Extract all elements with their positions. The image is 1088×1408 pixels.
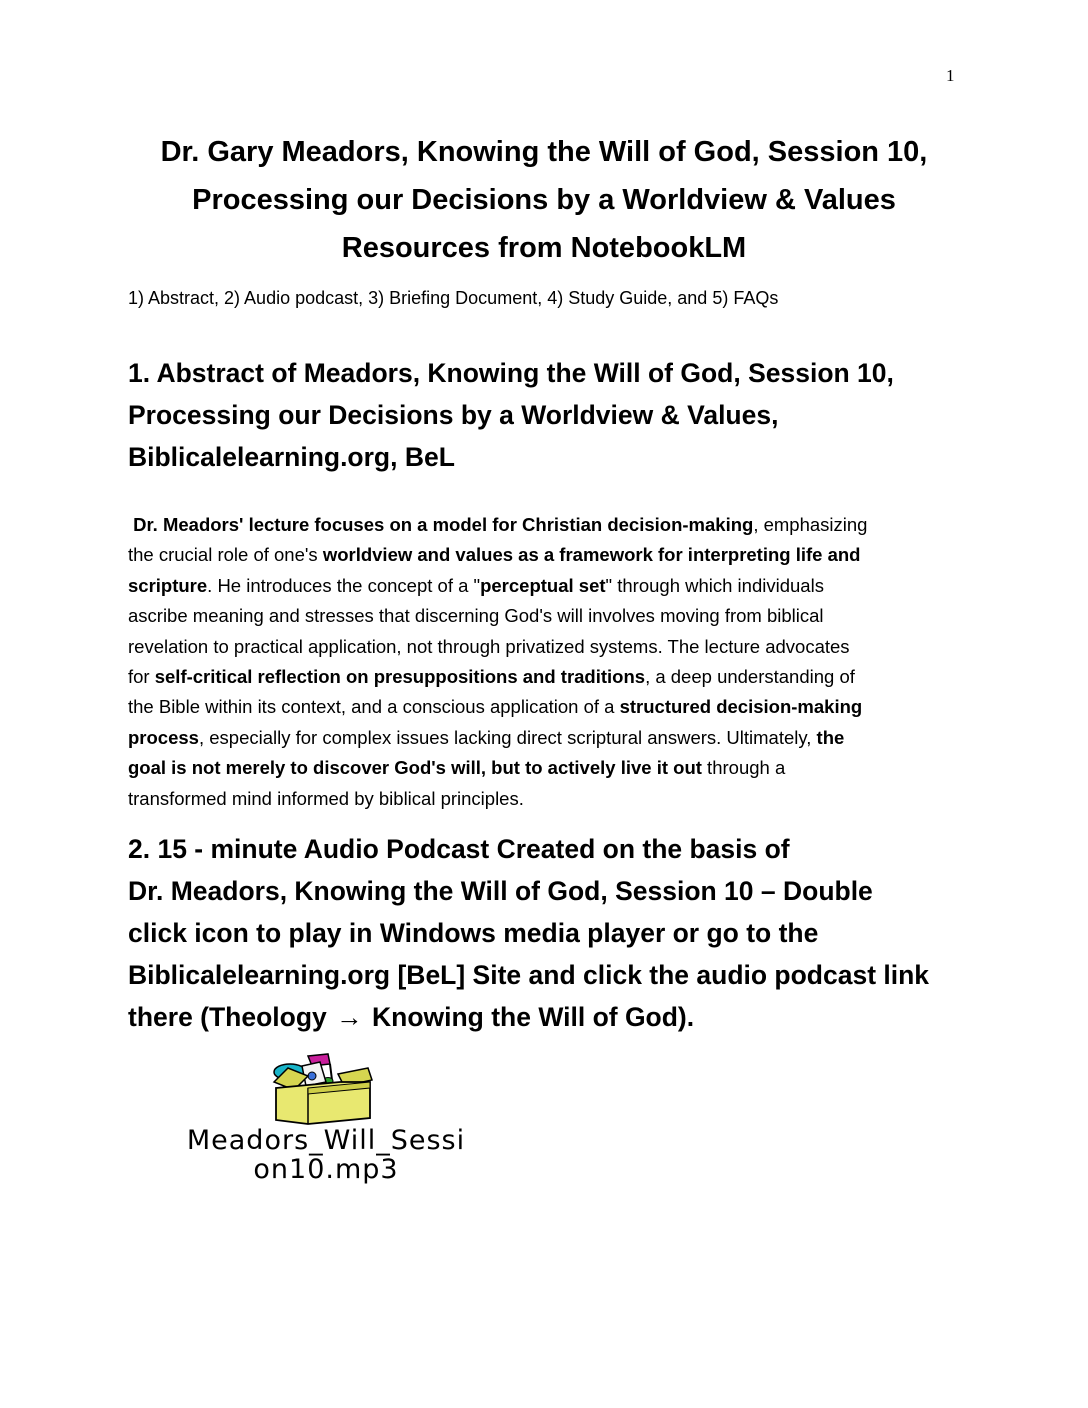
bold-text: perceptual set <box>480 574 606 596</box>
bold-text: structured decision-making <box>619 696 863 718</box>
text: , especially for complex issues lacking direct scriptural answers. Ultimately, <box>198 726 817 748</box>
arrow-right-icon: → <box>336 1002 363 1032</box>
paragraph-line <box>128 662 968 692</box>
paragraph-line <box>128 723 968 753</box>
title-line: Resources from NotebookLM <box>341 232 747 264</box>
text: , emphasizing <box>753 514 868 535</box>
text: . He introduces the concept of a " <box>207 574 481 596</box>
text: the crucial role of one's <box>128 544 323 566</box>
contents-list: 1) Abstract, 2) Audio podcast, 3) Briefing Document, 4) Study Guide, and 5) FAQs <box>128 288 779 308</box>
paragraph-line: transformed mind informed by biblical principles. <box>128 787 524 809</box>
title-line: Dr. Gary Meadors, Knowing the Will of God, Session 10, <box>160 136 928 168</box>
text: Knowing the Will of God). <box>364 1002 695 1032</box>
document-title <box>100 128 988 272</box>
heading-line: 2. 15 - minute Audio Podcast Created on the basis of <box>128 834 790 864</box>
heading-line: Biblicalelearning.org, BeL <box>128 442 455 472</box>
file-name-line: on10.mp3 <box>253 1154 399 1185</box>
abstract-paragraph <box>128 510 968 814</box>
heading-line: 1. Abstract of Meadors, Knowing the Will of God, Session 10, <box>128 358 894 388</box>
bold-text: self-critical reflection on presuppositions and traditions <box>154 666 646 688</box>
text: , a deep understanding of <box>645 666 855 688</box>
page-number: 1 <box>946 66 955 85</box>
paragraph-line: revelation to practical application, not through privatized systems. The lecture advocates <box>128 635 850 657</box>
heading-line: click icon to play in Windows media player or go to the <box>128 918 819 948</box>
podcast-heading <box>128 828 929 1038</box>
paragraph-line <box>128 753 968 783</box>
bold-text: the <box>816 726 845 748</box>
heading-line: Dr. Meadors, Knowing the Will of God, Session 10 – Double <box>128 876 873 906</box>
text: " through which individuals <box>605 574 824 596</box>
media-package-graphic <box>268 1052 376 1126</box>
text: through a <box>701 757 786 779</box>
heading-line <box>128 996 929 1038</box>
media-package-icon[interactable] <box>268 1052 376 1126</box>
heading-line: Biblicalelearning.org [BeL] Site and click the audio podcast link <box>128 960 930 990</box>
text: for <box>128 666 155 688</box>
abstract-heading <box>128 352 894 478</box>
paragraph-line <box>128 571 968 601</box>
paragraph-line <box>128 540 968 570</box>
text: there (Theology <box>128 1002 335 1032</box>
title-line: Processing our Decisions by a Worldview & Values <box>192 184 896 216</box>
paragraph-line: ascribe meaning and stresses that discerning God's will involves moving from biblical <box>128 605 824 627</box>
file-name-line: Meadors_Will_Sessi <box>186 1125 466 1156</box>
file-name-label[interactable] <box>130 1126 522 1184</box>
paragraph-line <box>128 692 968 722</box>
bold-text: goal is not merely to discover God's will, but to actively live it out <box>128 757 702 779</box>
bold-text: worldview and values as a framework for interpreting life and <box>322 544 861 566</box>
bold-text: Dr. Meadors' lecture focuses on a model for Christian decision-making <box>133 514 754 535</box>
paragraph-line <box>128 510 968 540</box>
heading-line: Processing our Decisions by a Worldview & Values, <box>128 400 779 430</box>
text: the Bible within its context, and a conscious application of a <box>128 696 620 718</box>
bold-text: scripture <box>128 574 208 596</box>
bold-text: process <box>128 726 199 748</box>
